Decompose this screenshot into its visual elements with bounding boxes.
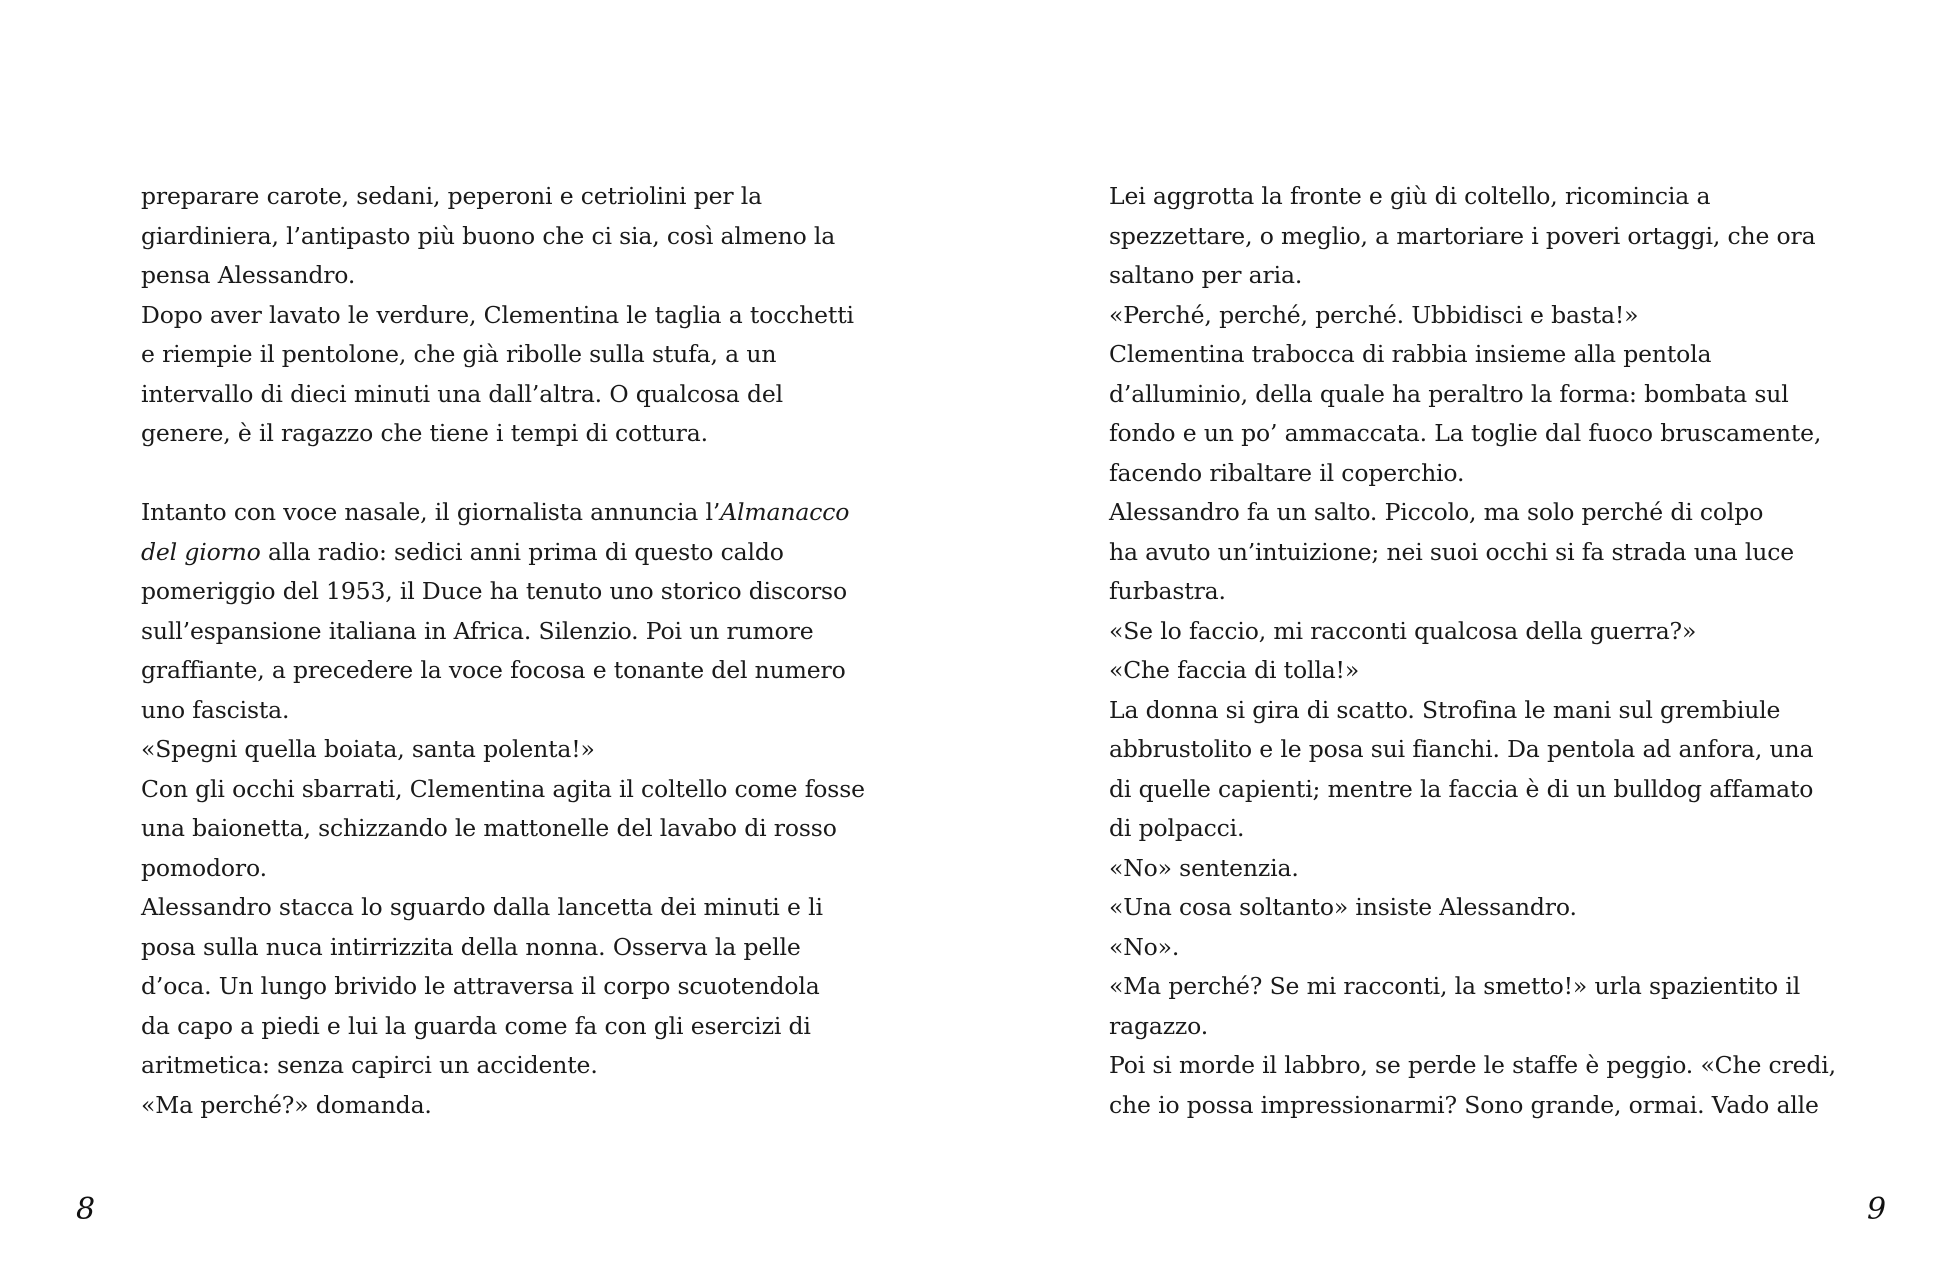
italic-title: del giorno xyxy=(141,537,261,566)
text-line: Dopo aver lavato le verdure, Clementina le taglia a tocchetti xyxy=(141,300,854,329)
text-line: sull’espansione italiana in Africa. Silenzio. Poi un rumore xyxy=(141,616,814,645)
text-line: «Ma perché?» domanda. xyxy=(141,1090,432,1119)
text-line: intervallo di dieci minuti una dall’altra. O qualcosa del xyxy=(141,379,783,408)
text-line: preparare carote, sedani, peperoni e cetriolini per la xyxy=(141,182,762,210)
text-line: furbastra. xyxy=(1109,577,1226,605)
page-number-left: 8 xyxy=(76,1192,96,1227)
text-line: facendo ribaltare il coperchio. xyxy=(1109,458,1465,487)
italic-title: Almanacco xyxy=(720,498,850,526)
text-line: Alessandro stacca lo sguardo dalla lancetta dei minuti e li xyxy=(141,893,823,921)
page-number-right: 9 xyxy=(1867,1192,1887,1227)
text-span: alla radio: sedici anni prima di questo caldo xyxy=(260,537,784,566)
text-line: giardiniera, l’antipasto più buono che ci sia, così almeno la xyxy=(141,221,836,250)
text-line xyxy=(141,493,881,533)
text-line: Alessandro fa un salto. Piccolo, ma solo perché di colpo xyxy=(1109,498,1764,526)
text-line: Con gli occhi sbarrati, Clementina agita il coltello come fosse xyxy=(141,774,865,803)
text-line: Poi si morde il labbro, se perde le staffe è peggio. «Che credi, xyxy=(1109,1051,1836,1079)
text-line: di quelle capienti; mentre la faccia è di un bulldog affamato xyxy=(1109,774,1814,803)
text-line: ragazzo. xyxy=(1109,1011,1209,1040)
text-line: abbrustolito e le posa sui fianchi. Da pentola ad anfora, una xyxy=(1109,735,1814,763)
text-span: Intanto con voce nasale, il giornalista annuncia l’ xyxy=(141,498,721,526)
text-line: spezzettare, o meglio, a martoriare i poveri ortaggi, che ora xyxy=(1109,221,1816,250)
text-line: «Una cosa soltanto» insiste Alessandro. xyxy=(1109,893,1577,921)
text-line: Lei aggrotta la fronte e giù di coltello, ricomincia a xyxy=(1109,182,1711,210)
text-line: «No». xyxy=(1109,932,1180,961)
text-line: saltano per aria. xyxy=(1109,261,1303,289)
right-page-text xyxy=(1109,177,1849,1125)
text-line: graffiante, a precedere la voce focosa e tonante del numero xyxy=(141,656,846,684)
text-line: «Ma perché? Se mi racconti, la smetto!» urla spazientito il xyxy=(1109,972,1801,1000)
text-line: «Spegni quella boiata, santa polenta!» xyxy=(141,735,595,763)
text-line: posa sulla nuca intirrizzita della nonna. Osserva la pelle xyxy=(141,932,801,961)
text-line: aritmetica: senza capirci un accidente. xyxy=(141,1051,598,1079)
text-line: fondo e un po’ ammaccata. La toglie dal fuoco bruscamente, xyxy=(1109,419,1822,447)
text-line: d’oca. Un lungo brivido le attraversa il corpo scuotendola xyxy=(141,972,820,1000)
text-line: d’alluminio, della quale ha peraltro la forma: bombata sul xyxy=(1109,379,1789,408)
text-line: che io possa impressionarmi? Sono grande, ormai. Vado alle xyxy=(1109,1090,1819,1119)
text-line: pensa Alessandro. xyxy=(141,261,356,289)
text-line: ha avuto un’intuizione; nei suoi occhi si fa strada una luce xyxy=(1109,537,1794,566)
text-line: «Se lo faccio, mi racconti qualcosa della guerra?» xyxy=(1109,616,1697,645)
text-line: Clementina trabocca di rabbia insieme alla pentola xyxy=(1109,340,1712,368)
text-line: pomeriggio del 1953, il Duce ha tenuto uno storico discorso xyxy=(141,577,847,605)
text-line: da capo a piedi e lui la guarda come fa con gli esercizi di xyxy=(141,1011,811,1040)
text-line: La donna si gira di scatto. Strofina le mani sul grembiule xyxy=(1109,695,1781,724)
text-line: di polpacci. xyxy=(1109,814,1245,842)
text-line: «Che faccia di tolla!» xyxy=(1109,656,1360,684)
text-line: e riempie il pentolone, che già ribolle sulla stufa, a un xyxy=(141,340,777,368)
text-line: «No» sentenzia. xyxy=(1109,853,1299,882)
left-page-text xyxy=(141,177,881,1125)
text-line: genere, è il ragazzo che tiene i tempi di cottura. xyxy=(141,419,708,447)
text-line: «Perché, perché, perché. Ubbidisci e basta!» xyxy=(1109,300,1639,329)
text-line xyxy=(141,533,881,573)
text-line: uno fascista. xyxy=(141,695,290,724)
text-line: una baionetta, schizzando le mattonelle del lavabo di rosso xyxy=(141,814,837,842)
right-page xyxy=(973,0,1946,1283)
text-line: pomodoro. xyxy=(141,853,267,882)
paragraph-gap xyxy=(141,454,881,494)
